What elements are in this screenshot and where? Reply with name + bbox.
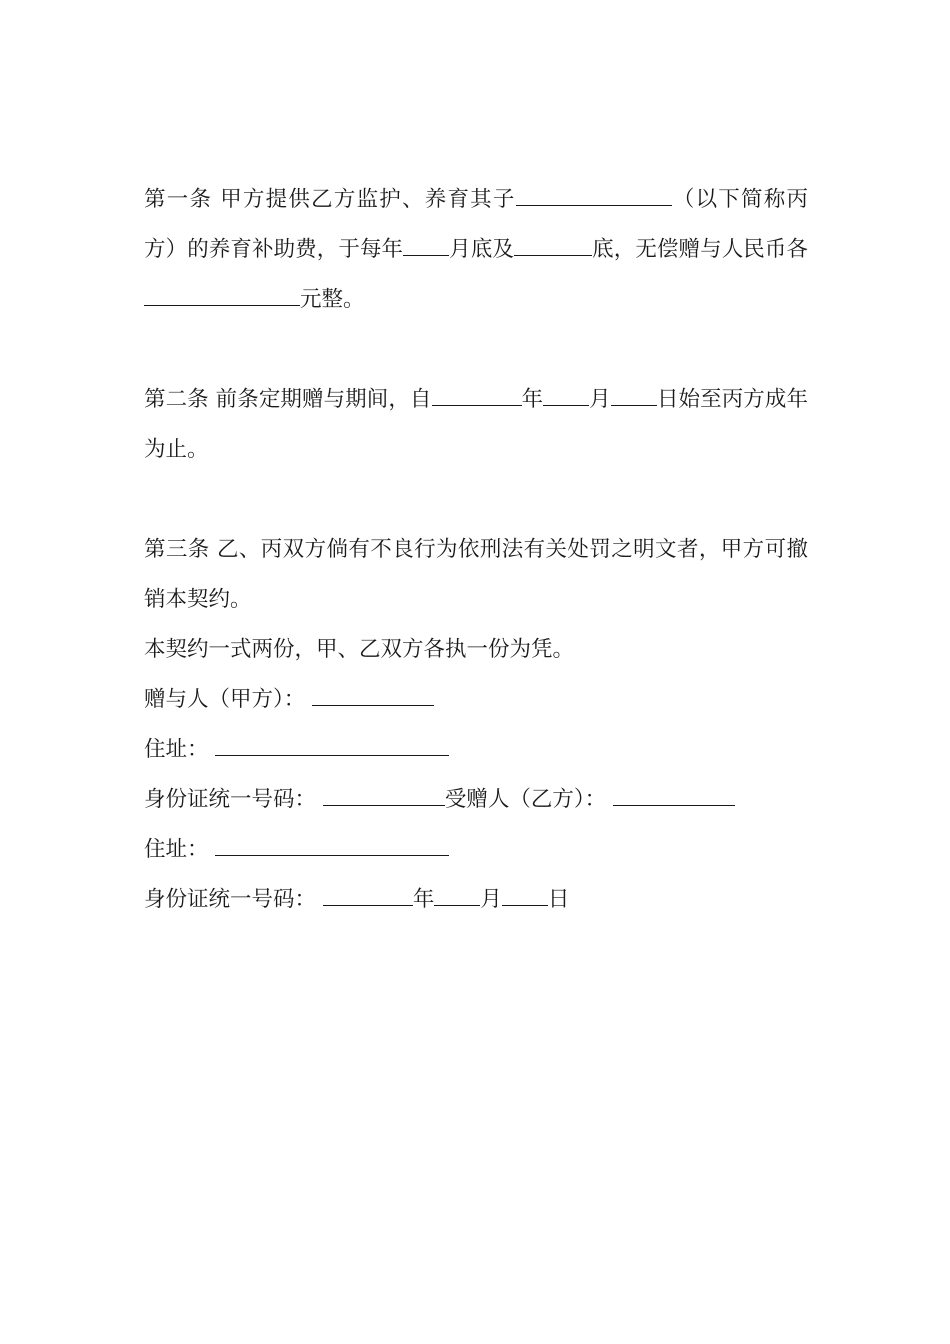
article-1-text-b: （以下简称丙方）的养育补助费，于每年 bbox=[144, 187, 808, 262]
article-2-text-a: 前条定期赠与期间，自 bbox=[215, 387, 432, 412]
donor-id-label: 身份证统一号码： bbox=[144, 787, 317, 812]
date-month: 月 bbox=[480, 887, 502, 912]
contract-body bbox=[144, 175, 808, 925]
date-day: 日 bbox=[547, 887, 570, 912]
donor-label: 赠与人（甲方）： bbox=[144, 687, 306, 712]
article-1-text-e: 元整。 bbox=[300, 287, 365, 312]
donee-id-date-line bbox=[144, 875, 808, 925]
donee-label: 受赠人（乙方）： bbox=[444, 787, 607, 812]
article-2-year: 年 bbox=[521, 387, 544, 412]
second-period-blank[interactable] bbox=[514, 237, 592, 256]
article-2 bbox=[144, 375, 808, 475]
closing-statement: 本契约一式两份，甲、乙双方各执一份为凭。 bbox=[144, 637, 575, 662]
amount-blank[interactable] bbox=[144, 287, 300, 306]
article-1-text-a: 甲方提供乙方监护、养育其子 bbox=[220, 187, 516, 212]
donor-id-line bbox=[144, 775, 808, 825]
start-day-blank[interactable] bbox=[611, 387, 657, 406]
donee-address-line bbox=[144, 825, 808, 875]
donor-address-label: 住址： bbox=[144, 737, 209, 762]
sign-day-blank[interactable] bbox=[502, 887, 548, 906]
article-2-label: 第二条 bbox=[144, 387, 209, 412]
donor-address-blank[interactable] bbox=[215, 737, 449, 756]
sign-year-blank[interactable] bbox=[323, 887, 413, 906]
article-2-text-d: 日始至丙方成年为止。 bbox=[144, 387, 808, 462]
spacer bbox=[144, 325, 808, 375]
article-3-label: 第三条 bbox=[144, 537, 210, 562]
donee-id-label: 身份证统一号码： bbox=[144, 887, 317, 912]
month-blank[interactable] bbox=[403, 237, 449, 256]
article-1-text-d: 底，无偿赠与人民币各 bbox=[592, 237, 808, 262]
article-1 bbox=[144, 175, 808, 325]
article-1-label: 第一条 bbox=[144, 187, 213, 212]
child-name-blank[interactable] bbox=[516, 187, 672, 206]
donor-id-blank[interactable] bbox=[323, 787, 445, 806]
start-year-blank[interactable] bbox=[432, 387, 522, 406]
donor-address-line bbox=[144, 725, 808, 775]
article-1-text-c: 月底及 bbox=[449, 237, 515, 262]
article-3-text: 乙、丙双方倘有不良行为依刑法有关处罚之明文者，甲方可撤销本契约。 bbox=[144, 537, 808, 612]
spacer bbox=[144, 475, 808, 525]
article-2-month: 月 bbox=[589, 387, 611, 412]
donor-line bbox=[144, 675, 808, 725]
donee-address-label: 住址： bbox=[144, 837, 209, 862]
donee-name-blank[interactable] bbox=[613, 787, 735, 806]
start-month-blank[interactable] bbox=[543, 387, 589, 406]
date-year: 年 bbox=[412, 887, 435, 912]
article-3 bbox=[144, 525, 808, 625]
sign-month-blank[interactable] bbox=[434, 887, 480, 906]
donee-address-blank[interactable] bbox=[215, 837, 449, 856]
donor-name-blank[interactable] bbox=[312, 687, 434, 706]
